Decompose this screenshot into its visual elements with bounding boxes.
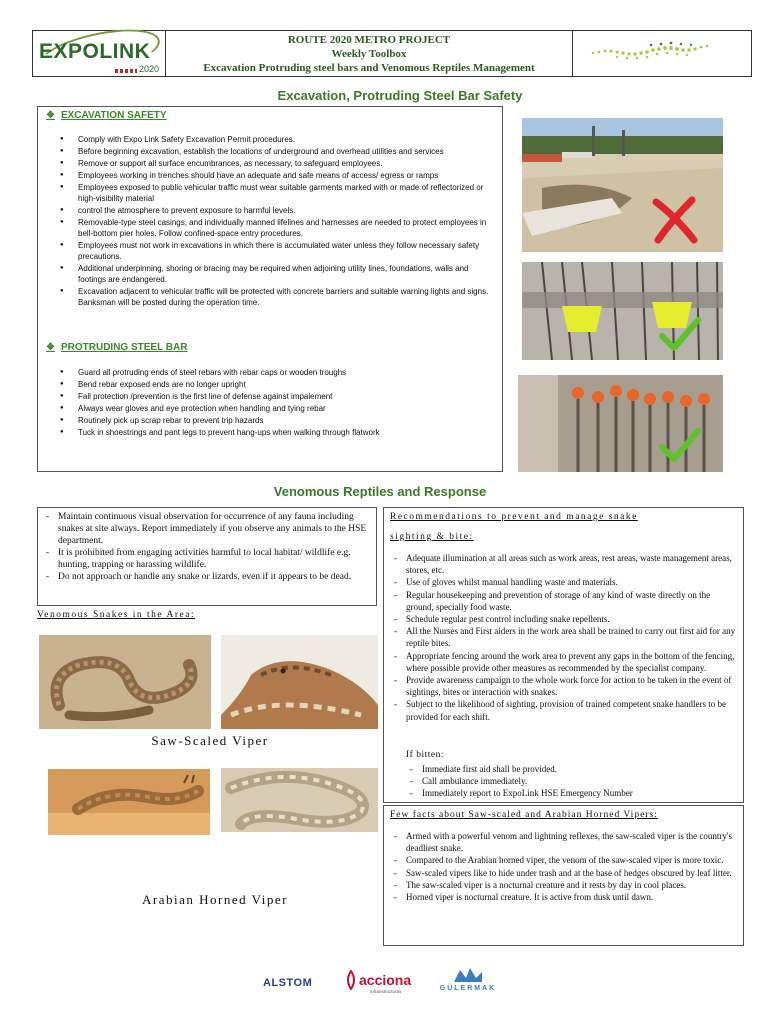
- list-item: ● Bend rebar exposed ends are no longer upright: [60, 379, 494, 390]
- list-item: ● Employees exposed to public vehicular traffic must wear suitable garments marked with or made of reflectorized or high-visibility material: [60, 182, 494, 204]
- list-item: ● Comply with Expo Link Safety Excavation Permit procedures.: [60, 134, 494, 145]
- route2020-logo: [573, 31, 751, 76]
- arabian-horned-viper-photo-2: [221, 768, 378, 832]
- arabian-horned-viper-label: Arabian Horned Viper: [142, 892, 288, 907]
- list-item: - Horned viper is nocturnal creature. It is active from dusk until dawn.: [392, 891, 738, 903]
- header-line-3: Excavation Protruding steel bars and Venomous Reptiles Management: [203, 62, 535, 74]
- list-item: - The saw-scaled viper is a nocturnal creature and it rests by day in cool places.: [392, 879, 738, 891]
- acciona-mark-icon: [344, 970, 358, 990]
- reptile-intro-box: [37, 507, 377, 606]
- header-title-block: [166, 31, 573, 76]
- list-item: ● Before beginning excavation, establish the locations of underground and overhead utilities and services: [60, 146, 494, 157]
- list-item: - Regular housekeeping and prevention of storage of any kind of waste directly on the ground, specially food waste.: [392, 589, 738, 613]
- gulermak-mark-icon: [452, 966, 484, 984]
- header-table: [32, 30, 752, 77]
- list-item: ● Excavation adjacent to vehicular traffic will be protected with concrete barriers and suitable warning lights and signs. Banksman will be posted during the operation time.: [60, 286, 494, 308]
- header-line-1: ROUTE 2020 METRO PROJECT: [287, 34, 451, 46]
- list-item: ● Always wear gloves and eye protection when handling and tying rebar: [60, 403, 494, 414]
- if-bitten-list: [408, 763, 728, 800]
- acciona-subtext: Infraestructuras: [370, 989, 402, 994]
- list-item: ● Employees must not work in excavations in which there is accumulated water unless they follow necessary safety precautions.: [60, 240, 494, 262]
- protruding-steel-list: [60, 367, 494, 439]
- logo-text: EXPOLINK: [39, 40, 151, 63]
- reptile-intro-list: [44, 511, 372, 583]
- recommendations-box: [383, 507, 744, 803]
- rebar-orange-caps-photo: [518, 375, 723, 472]
- list-item: - Subject to the likelihood of sighting, provision of trained competent snake handlers to be provided for each shift.: [392, 698, 738, 722]
- gulermak-text: GÜLERMAK: [439, 985, 497, 992]
- list-item: ● Guard all protruding ends of steel rebars with rebar caps or wooden troughs: [60, 367, 494, 378]
- diamond-bullet-icon: ❖: [46, 342, 55, 353]
- recommendations-list: [392, 552, 738, 723]
- list-item: - It is prohibited from engaging activities harmful to local habitat/ wildlife e.g. hunting, trapping or harassing wildlife.: [44, 547, 372, 571]
- list-item: ● Tuck in shoestrings and pant legs to prevent hang-ups when walking through flatwork: [60, 427, 494, 438]
- acciona-text: acciona: [359, 972, 412, 988]
- dotted-wave-graphic: [587, 39, 717, 65]
- excavation-safety-heading: [46, 110, 167, 121]
- saw-scaled-viper-photo-2: [221, 635, 378, 729]
- reptiles-section-title: Venomous Reptiles and Response: [273, 484, 487, 499]
- recommendations-heading-1: Recommendations to prevent and manage snake: [390, 512, 638, 522]
- list-item: - Use of gloves whilst manual handling waste and materials.: [392, 576, 738, 588]
- list-item: - Maintain continuous visual observation for occurrence of any fauna including snakes at site always. Report immediately if you observe any animals to the HSE department.: [44, 511, 372, 547]
- list-item: ● Removable-type steel casings, and individually manned lifelines and harnesses are needed to protect employees in bell-bottom pier holes. Follow confined-space entry procedures.: [60, 217, 494, 239]
- if-bitten-label: If bitten:: [406, 750, 444, 760]
- list-item: - Saw-scaled vipers like to hide under trash and at the base of hedges obscured by leaf litter.: [392, 867, 738, 879]
- list-item: - Armed with a powerful venom and lightning reflexes, the saw-scaled viper is the country's deadliest snake.: [392, 830, 738, 854]
- rebar-caps-photo: [522, 262, 723, 360]
- expolink-logo: [33, 31, 166, 76]
- recommendations-heading-2: sighting & bite:: [390, 532, 474, 542]
- diamond-bullet-icon: ❖: [46, 110, 55, 121]
- arabian-horned-viper-photo-1: [48, 769, 210, 835]
- list-item: ● control the atmosphere to prevent exposure to harmful levels.: [60, 205, 494, 216]
- red-cross-icon: [650, 194, 700, 246]
- alstom-logo: ALSTOM: [263, 977, 313, 989]
- logo-year: 2020: [138, 64, 159, 74]
- saw-scaled-viper-photo-1: [39, 635, 211, 729]
- green-check-icon: [658, 425, 702, 465]
- list-item: - Appropriate fencing around the work area to prevent any gaps in the bottom of the fencing, where possible provide other measures as recommended by the specialist company.: [392, 650, 738, 674]
- list-item: ● Remove or support all surface encumbrances, as necessary, to safeguard employees.: [60, 158, 494, 169]
- gulermak-logo: [430, 966, 506, 996]
- excavation-section-title: Excavation, Protruding Steel Bar Safety: [277, 88, 523, 103]
- logo-stripe: [115, 69, 137, 73]
- list-item: - Call ambulance immediately.: [408, 775, 728, 787]
- protruding-steel-heading-text: PROTRUDING STEEL BAR: [60, 342, 188, 353]
- list-item: ● Routinely pick up scrap rebar to prevent trip hazards: [60, 415, 494, 426]
- viper-facts-box: [383, 805, 744, 946]
- list-item: ● Additional underpinning, shoring or bracing may be required when adjoining utility lines, foundations, walls and footings are endangered.: [60, 263, 494, 285]
- excavation-safety-heading-text: EXCAVATION SAFETY: [60, 110, 167, 121]
- excavation-safety-list: [60, 134, 494, 309]
- list-item: ● Employees working in trenches should have an adequate and safe means of access/ egress or ramps: [60, 170, 494, 181]
- protruding-steel-heading: [46, 342, 187, 353]
- viper-facts-heading: Few facts about Saw-scaled and Arabian Horned Vipers:: [390, 810, 658, 820]
- green-check-icon: [658, 314, 702, 354]
- list-item: - All the Nurses and First aiders in the work area shall be trained to carry out first aid for any reptile bites.: [392, 625, 738, 649]
- saw-scaled-viper-label: Saw-Scaled Viper: [151, 733, 269, 748]
- viper-facts-list: [392, 830, 738, 903]
- list-item: - Provide awareness campaign to the whole work force for action to be taken in the event of sightings, bites or interaction with snakes.: [392, 674, 738, 698]
- excavation-trench-photo: [522, 118, 723, 252]
- list-item: - Do not approach or handle any snake or lizards, even if it appears to be dead.: [44, 571, 372, 583]
- snakes-area-heading: Venomous Snakes in the Area:: [37, 610, 196, 620]
- list-item: - Schedule regular pest control including snake repellents.: [392, 613, 738, 625]
- list-item: - Compared to the Arabian horned viper, the venom of the saw-scaled viper is more toxic.: [392, 854, 738, 866]
- list-item: - Immediately report to ExpoLink HSE Emergency Number: [408, 787, 728, 799]
- list-item: - Adequate illumination at all areas such as work areas, rest areas, waste management areas, stores, etc.: [392, 552, 738, 576]
- header-line-2: Weekly Toolbox: [331, 48, 407, 60]
- list-item: ● Fall protection /prevention is the first line of defense against impalement: [60, 391, 494, 402]
- list-item: - Immediate first aid shall be provided.: [408, 763, 728, 775]
